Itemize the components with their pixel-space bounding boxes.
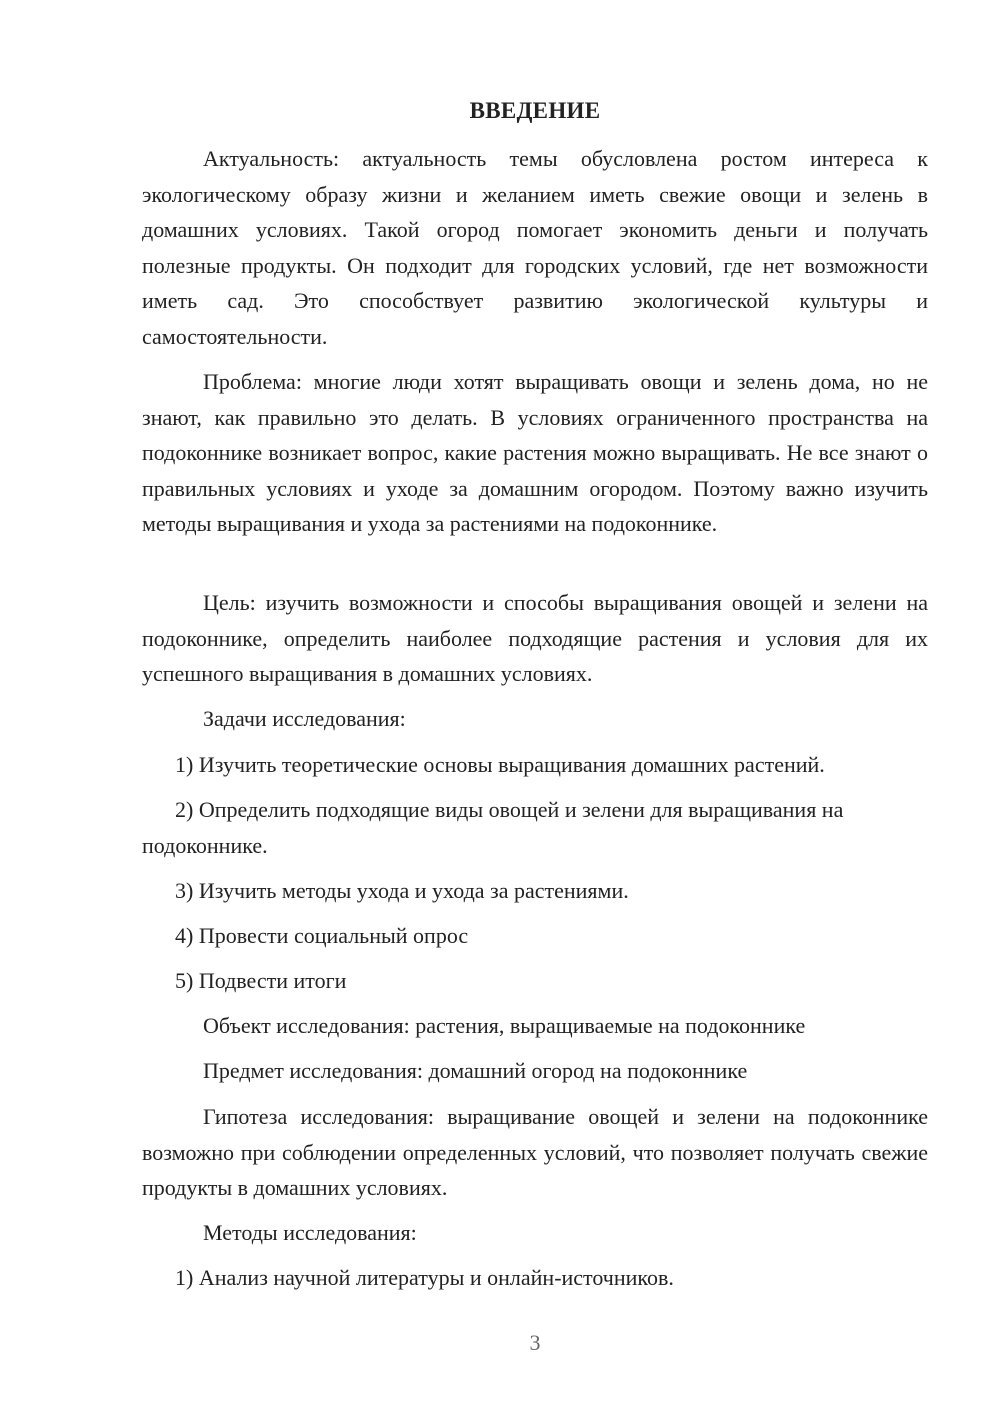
tasks-heading: Задачи исследования: xyxy=(203,706,406,731)
relevance-paragraph: Актуальность: актуальность темы обусловлена ростом интереса к экологическому образу жизни и желанием иметь свежие овощи и зелень в домашних условиях. Такой огород помогает экономить деньги и получать полезные продукты. Он подходит для городских условий, где нет возможности иметь сад. Это способствует развитию экологической культуры и самостоятельности. xyxy=(142,146,928,349)
problem-paragraph: Проблема: многие люди хотят выращивать овощи и зелень дома, но не знают, как правильно это делать. В условиях ограниченного пространства на подоконнике возникает вопрос, какие растения можно выращивать. Не все знают о правильных условиях и уходе за домашним огородом. Поэтому важно изучить методы выращивания и ухода за растениями на подоконнике. xyxy=(142,369,928,536)
task-item-1: 1) Изучить теоретические основы выращивания домашних растений. xyxy=(175,752,825,777)
subject-paragraph: Предмет исследования: домашний огород на подоконнике xyxy=(203,1058,748,1083)
task-item-3: 3) Изучить методы ухода и ухода за растениями. xyxy=(175,878,629,903)
method-item-1: 1) Анализ научной литературы и онлайн-источников. xyxy=(175,1265,674,1290)
hypothesis-paragraph: Гипотеза исследования: выращивание овощей и зелени на подоконнике возможно при соблюдении определенных условий, что позволяет получать свежие продукты в домашних условиях. xyxy=(142,1104,928,1200)
task-item-5: 5) Подвести итоги xyxy=(175,968,347,993)
methods-heading: Методы исследования: xyxy=(203,1220,417,1245)
goal-paragraph: Цель: изучить возможности и способы выращивания овощей и зелени на подоконнике, определить наиболее подходящие растения и условия для их успешного выращивания в домашних условиях. xyxy=(142,590,928,686)
task-item-2: 2) Определить подходящие виды овощей и зелени для выращивания на подоконнике. xyxy=(142,797,844,858)
task-item-4: 4) Провести социальный опрос xyxy=(175,923,469,948)
object-paragraph: Объект исследования: растения, выращиваемые на подоконнике xyxy=(203,1013,806,1038)
page-number: 3 xyxy=(529,1330,541,1355)
page-title: ВВЕДЕНИЕ xyxy=(469,98,601,123)
